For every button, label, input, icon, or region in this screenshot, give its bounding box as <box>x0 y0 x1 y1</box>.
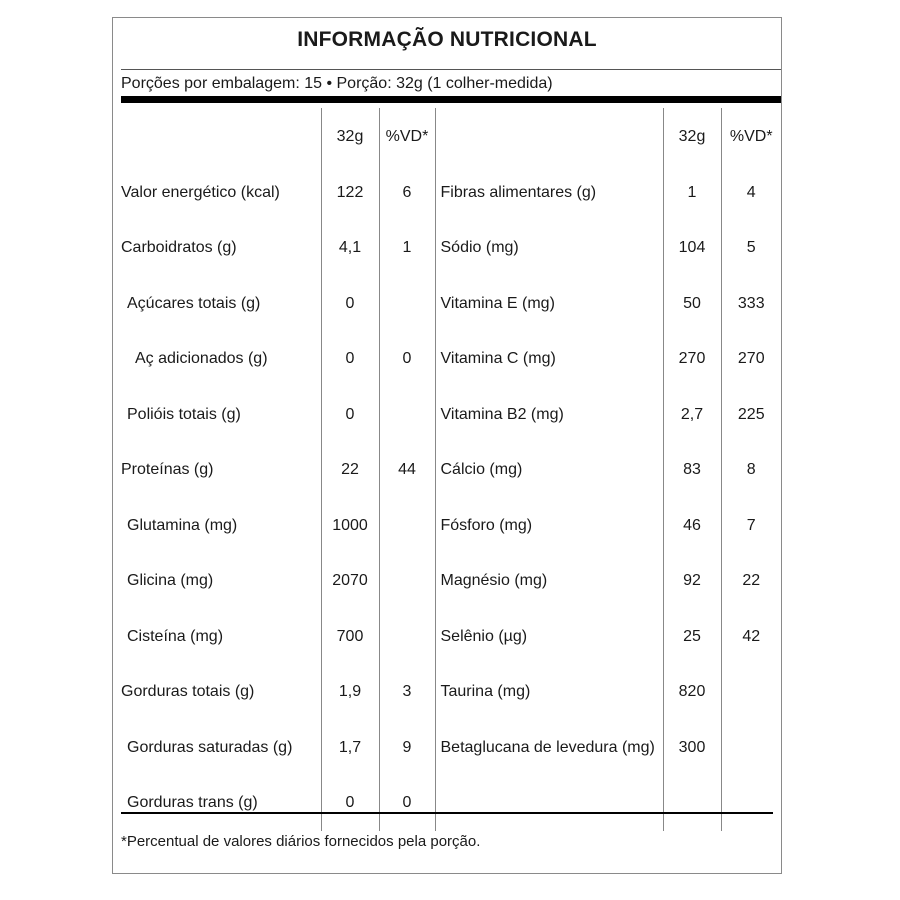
header-blank-right <box>435 108 663 165</box>
nutrient-name <box>435 776 663 832</box>
nutrient-dv: 3 <box>379 665 435 721</box>
nutrient-dv <box>721 776 781 832</box>
header-amount-right: 32g <box>663 108 721 165</box>
header-amount-left: 32g <box>321 108 379 165</box>
nutrient-dv <box>379 387 435 443</box>
nutrient-amount: 0 <box>321 276 379 332</box>
table-row <box>121 720 781 776</box>
panel-title: INFORMAÇÃO NUTRICIONAL <box>297 28 597 51</box>
header-dv-left: %VD* <box>379 108 435 165</box>
nutrient-dv: 4 <box>721 165 781 221</box>
nutrient-amount: 270 <box>663 332 721 388</box>
nutrient-name: Gorduras totais (g) <box>121 683 255 701</box>
nutrient-amount: 1 <box>663 165 721 221</box>
nutrient-dv <box>379 554 435 610</box>
table-row <box>121 776 781 832</box>
nutrient-name: Carboidratos (g) <box>121 239 237 257</box>
nutrient-amount: 0 <box>321 387 379 443</box>
table-row <box>121 498 781 554</box>
nutrient-amount: 4,1 <box>321 221 379 277</box>
nutrient-amount: 1,7 <box>321 720 379 776</box>
table-row <box>121 387 781 443</box>
nutrient-amount: 1,9 <box>321 665 379 721</box>
nutrient-amount: 2,7 <box>663 387 721 443</box>
nutrient-name: Vitamina E (mg) <box>435 276 663 332</box>
nutrient-name: Taurina (mg) <box>435 665 663 721</box>
nutrient-amount: 300 <box>663 720 721 776</box>
nutrition-table <box>121 108 781 831</box>
nutrient-dv <box>379 609 435 665</box>
table-row <box>121 165 781 221</box>
nutrient-amount: 0 <box>321 776 379 832</box>
nutrient-name: Magnésio (mg) <box>435 554 663 610</box>
nutrient-amount: 83 <box>663 443 721 499</box>
nutrient-dv: 42 <box>721 609 781 665</box>
nutrient-name: Fósforo (mg) <box>435 498 663 554</box>
header-row <box>121 108 781 165</box>
bottom-divider <box>121 812 773 814</box>
portions-info: Porções por embalagem: 15 • Porção: 32g (1 colher-medida) <box>121 75 553 92</box>
nutrient-dv: 333 <box>721 276 781 332</box>
nutrient-name: Gorduras saturadas (g) <box>127 738 293 756</box>
table-row <box>121 554 781 610</box>
footnote: *Percentual de valores diários fornecidos pela porção. <box>121 833 481 850</box>
table-row <box>121 609 781 665</box>
nutrient-amount: 2070 <box>321 554 379 610</box>
nutrient-dv: 8 <box>721 443 781 499</box>
nutrient-name: Polióis totais (g) <box>127 405 241 423</box>
table-row <box>121 276 781 332</box>
table-row <box>121 665 781 721</box>
nutrient-amount <box>663 776 721 832</box>
nutrient-dv: 225 <box>721 387 781 443</box>
nutrient-dv: 44 <box>379 443 435 499</box>
table-row <box>121 443 781 499</box>
nutrient-name: Vitamina B2 (mg) <box>435 387 663 443</box>
table-row <box>121 221 781 277</box>
header-dv-right: %VD* <box>721 108 781 165</box>
nutrient-dv: 270 <box>721 332 781 388</box>
nutrient-dv: 22 <box>721 554 781 610</box>
nutrient-name: Glicina (mg) <box>127 572 214 590</box>
title-divider <box>121 69 781 70</box>
nutrient-name: Betaglucana de levedura (mg) <box>435 720 663 776</box>
nutrient-name: Vitamina C (mg) <box>435 332 663 388</box>
nutrient-name: Cisteína (mg) <box>127 627 224 645</box>
nutrient-name: Glutamina (mg) <box>127 516 238 534</box>
nutrient-name: Gorduras trans (g) <box>127 794 258 812</box>
nutrient-dv <box>721 665 781 721</box>
nutrient-amount: 700 <box>321 609 379 665</box>
table-row <box>121 332 781 388</box>
nutrient-dv <box>379 276 435 332</box>
nutrient-dv <box>721 720 781 776</box>
nutrient-name: Fibras alimentares (g) <box>435 165 663 221</box>
nutrient-dv: 0 <box>379 332 435 388</box>
nutrient-dv: 1 <box>379 221 435 277</box>
nutrient-name: Selênio (µg) <box>435 609 663 665</box>
header-blank-left <box>121 108 321 165</box>
nutrient-name: Açúcares totais (g) <box>127 294 261 312</box>
thick-divider <box>121 96 781 103</box>
nutrient-amount: 25 <box>663 609 721 665</box>
nutrient-dv <box>379 498 435 554</box>
nutrient-amount: 50 <box>663 276 721 332</box>
nutrient-amount: 92 <box>663 554 721 610</box>
nutrient-dv: 0 <box>379 776 435 832</box>
nutrient-name: Aç adicionados (g) <box>135 350 268 368</box>
nutrient-amount: 104 <box>663 221 721 277</box>
nutrient-amount: 122 <box>321 165 379 221</box>
nutrient-dv: 9 <box>379 720 435 776</box>
nutrient-amount: 0 <box>321 332 379 388</box>
nutrient-name: Cálcio (mg) <box>435 443 663 499</box>
nutrient-amount: 820 <box>663 665 721 721</box>
nutrient-name: Sódio (mg) <box>435 221 663 277</box>
nutrient-dv: 6 <box>379 165 435 221</box>
nutrient-dv: 5 <box>721 221 781 277</box>
nutrient-amount: 46 <box>663 498 721 554</box>
nutrition-facts-panel <box>112 17 782 874</box>
nutrient-amount: 1000 <box>321 498 379 554</box>
nutrient-dv: 7 <box>721 498 781 554</box>
nutrient-name: Proteínas (g) <box>121 461 214 479</box>
nutrient-name: Valor energético (kcal) <box>121 183 280 201</box>
nutrient-amount: 22 <box>321 443 379 499</box>
